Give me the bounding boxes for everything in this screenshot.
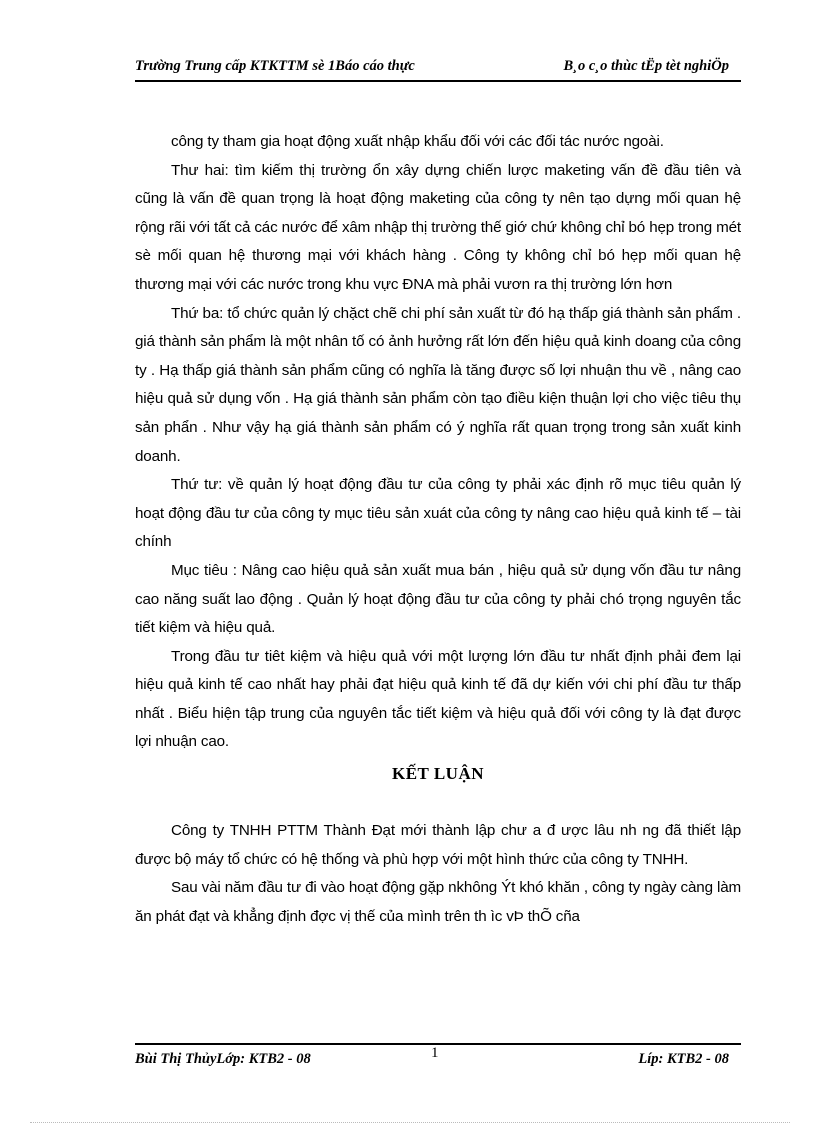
paragraph: Thứ tư: về quản lý hoạt động đầu tư của công ty phải xác định rõ mục tiêu quản lý hoạt động đầu tư của công ty mục tiêu sản xuát của công ty nâng cao hiệu quả kinh tế – tài chính [135, 476, 741, 551]
footer-class: Líp: KTB2 - 08 [638, 1051, 729, 1067]
header-report-title: B¸o c¸o thùc tËp tèt nghiÖp [563, 58, 729, 74]
document-body [135, 128, 741, 931]
paragraph: Mục tiêu : Nâng cao hiệu quả sản xuất mua bán , hiệu quả sử dụng vốn đầu tư nâng cao năng suất lao động . Quản lý hoạt động đầu tư của công ty phải chó trọng nguyên tắc tiết kiệm và hiệu quả. [135, 561, 741, 637]
footer-author: Bùi Thị ThủyLớp: KTB2 - 08 [135, 1051, 311, 1067]
conclusion-paragraph: Sau vài năm đầu tư đi vào hoạt động gặp nkhông Ýt khó khăn , công ty ngày càng làm ăn phát đạt và khẳng định đợc vị thế của mình trên th ìc vÞ thÕ cña [135, 879, 741, 925]
page-footer [135, 1043, 741, 1071]
page-number: 1 [431, 1045, 439, 1061]
page-header [135, 56, 741, 82]
header-school-title: Trường Trung cấp KTKTTM sè 1Báo cáo thực [135, 58, 415, 74]
paragraph: Thư hai: tìm kiếm thị trường ổn xây dựng chiến lược maketing vấn đề đầu tiên và cũng là vấn đề quan trọng là hoạt động maketing của công ty nên tạo dựng mối quan hệ rộng rãi với tất cả các nước để xâm nhập thị trường thế giớ chứ không chỉ bó hẹp trong mét sè mối quan hệ thương mại với khách hàng . Công ty không chỉ bó hẹp mối quan hệ thương mại với các nước trong khu vực ĐNA mà phải vươn ra thị trường lớn hơn [135, 161, 741, 293]
paragraph: Trong đầu tư tiêt kiệm và hiệu quả với một lượng lớn đầu tư nhất định phải đem lại hiệu quả kinh tế cao nhất hay phải đạt hiệu quả kinh tế đã dự kiến với chi phí đầu tư thấp nhất . Biểu hiện tập trung của nguyên tắc tiết kiệm và hiệu quả đối với công ty là đạt được lợi nhuận cao. [135, 647, 741, 751]
conclusion-paragraph: Công ty TNHH PTTM Thành Đạt mới thành lập chư a đ ược lâu nh ng đã thiết lập được bộ máy tổ chức có hệ thống và phù hợp với một hình thức của công ty TNHH. [135, 822, 741, 868]
conclusion-heading: KẾT LUẬN [391, 764, 484, 784]
paragraph: Thứ ba: tổ chức quản lý chặct chẽ chi phí sản xuất từ đó hạ thấp giá thành sản phẩm . giá thành sản phẩm là một nhân tố có ảnh hưởng rất lớn đến hiệu quả kinh doang của công ty . Hạ thấp giá thành sản phẩm cũng có nghĩa là tăng được số lợi nhuận thu về , nâng cao hiệu quả sử dụng vốn . Hạ giá thành sản phẩm còn tạo điều kiện thuận lợi cho việc tiêu thụ sản phẩn . Như vậy hạ giá thành sản phẩm có ý nghĩa rất quan trọng trong sản xuất kinh doanh. [135, 304, 741, 465]
paragraph: công ty tham gia hoạt động xuất nhập khẩu đối với các đối tác nước ngoài. [171, 133, 664, 150]
